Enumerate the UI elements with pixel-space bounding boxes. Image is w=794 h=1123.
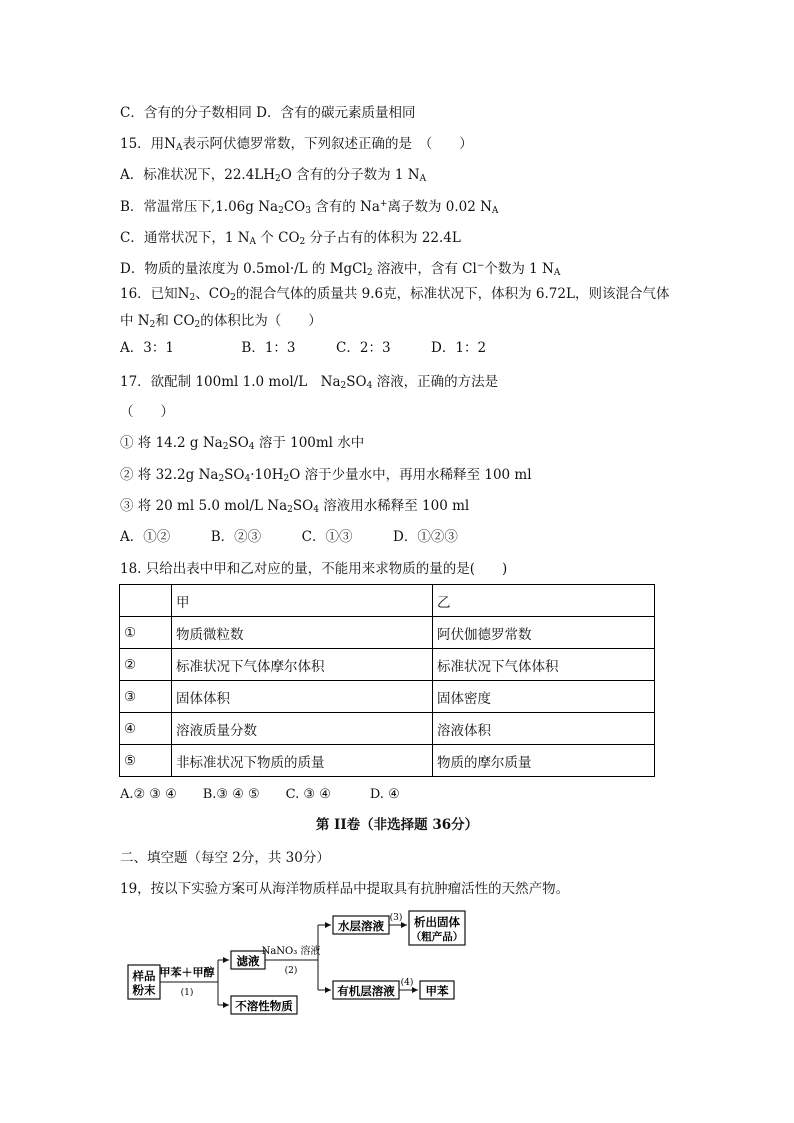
q17-item-3: ③ 将 20 ml 5.0 mol/L $Na_2SO_4$ 溶液用水稀释至 100 ml xyxy=(120,498,470,515)
q17-paren: （ ） xyxy=(120,404,174,420)
table-cell xyxy=(120,585,172,617)
table-cell: 乙 xyxy=(433,585,655,617)
table-cell: ② xyxy=(120,649,172,681)
toluene-label: 甲苯 xyxy=(425,984,449,998)
table-cell: 甲 xyxy=(172,585,433,617)
table-cell: ③ xyxy=(120,681,172,713)
reagent1-label: 甲苯＋甲醇 xyxy=(159,966,215,979)
table-row xyxy=(120,617,655,649)
sample-label-line1: 样品 xyxy=(132,969,156,983)
q17-item-1: ① 将 14.2 g $Na_2SO_4$ 溶于 100ml 水中 xyxy=(120,435,365,452)
table-cell: 阿伏伽德罗常数 xyxy=(433,617,655,649)
q15-option-b: B．常温常压下,1.06g $Na_2CO_3$ 含有的 Na+离子数为 0.02 $N_A$ xyxy=(120,199,499,216)
table-cell: ⑤ xyxy=(120,745,172,777)
q17-stem: 17．欲配制 100ml 1.0 mol/L $Na_2SO_4$ 溶液，正确的方法是 xyxy=(120,374,499,391)
table-row xyxy=(120,681,655,713)
organic-label: 有机层溶液 xyxy=(337,984,395,998)
q18-options: A.② ③ ④ B.③ ④ ⑤ C. ③ ④ D. ④ xyxy=(120,787,400,802)
table-cell: 固体密度 xyxy=(433,681,655,713)
table-row xyxy=(120,713,655,745)
table-cell: 非标准状况下物质的质量 xyxy=(172,745,433,777)
table-row xyxy=(120,649,655,681)
table-header-row xyxy=(120,585,655,617)
table-row xyxy=(120,745,655,777)
table-cell: 物质微粒数 xyxy=(172,617,433,649)
part2-title: 第 II卷（非选择题 36分） xyxy=(315,817,479,833)
table-cell: 标准状况下气体摩尔体积 xyxy=(172,649,433,681)
solid-label-line2: （粗产品） xyxy=(410,931,464,943)
table-cell: ① xyxy=(120,617,172,649)
q17-item-2: ② 将 32.2g $Na_2SO_4\cdot 10H_2O$ 溶于少量水中，再用水稀释至 100 ml xyxy=(120,467,532,484)
table-cell: 标准状况下气体体积 xyxy=(433,649,655,681)
step1-label: (1) xyxy=(180,988,194,998)
step3-label: (3) xyxy=(389,913,403,923)
filtrate-label: 滤液 xyxy=(236,954,260,968)
table-cell: 物质的摩尔质量 xyxy=(433,745,655,777)
q16-stem-line2: 中 $N_2$和 $CO_2$的体积比为（ ） xyxy=(120,313,322,330)
table-cell: 固体体积 xyxy=(172,681,433,713)
q16-options: A．3：1 B．1：3 C．2：3 D．1：2 xyxy=(120,340,487,356)
solid-label-line1: 析出固体 xyxy=(414,915,460,929)
q15-stem: 15．用$N_A$表示阿伏德罗常数，下列叙述正确的是 （ ） xyxy=(120,136,473,153)
q18-table xyxy=(119,584,655,777)
section2-heading: 二、填空题（每空 2分，共 30分） xyxy=(120,850,330,866)
q15-option-a: A．标准状况下，$22.4LH_2O$ 含有的分子数为 1 $N_A$ xyxy=(120,167,427,184)
q17-options: A．①② B．②③ C．①③ D．①②③ xyxy=(120,529,458,545)
q15-option-c: C．通常状况下，1 $N_A$ 个 $CO_2$ 分子占有的体积为 22.4L xyxy=(120,230,461,247)
step4-label: (4) xyxy=(400,978,414,988)
insoluble-label: 不溶性物质 xyxy=(235,999,293,1013)
table-cell: 溶液质量分数 xyxy=(172,713,433,745)
table-cell: 溶液体积 xyxy=(433,713,655,745)
q16-stem-line1: 16．已知$N_2$、$CO_2$的混合气体的质量共 9.6克，标准状况下，体积为 6.72L，则该混合气体 xyxy=(120,286,670,303)
q15-option-d: D．物质的量浓度为 0.5mol·/L 的 MgCl$_2$ 溶液中，含有 Cl−个数为 1 $N_A$ xyxy=(120,261,561,278)
table-cell: ④ xyxy=(120,713,172,745)
reagent2-label: NaNO₃ 溶液 xyxy=(261,946,321,957)
sample-label-line2: 粉末 xyxy=(132,983,156,997)
aqueous-label: 水层溶液 xyxy=(338,919,384,933)
q19-flow-diagram xyxy=(0,905,794,1025)
step2-label: (2) xyxy=(284,966,298,976)
q18-stem: 18. 只给出表中甲和乙对应的量，不能用来求物质的量的是( ) xyxy=(120,561,508,577)
q19-stem: 19，按以下实验方案可从海洋物质样品中提取具有抗肿瘤活性的天然产物。 xyxy=(120,881,570,897)
q14-options-cd: C．含有的分子数相同 D．含有的碳元素质量相同 xyxy=(120,105,416,121)
